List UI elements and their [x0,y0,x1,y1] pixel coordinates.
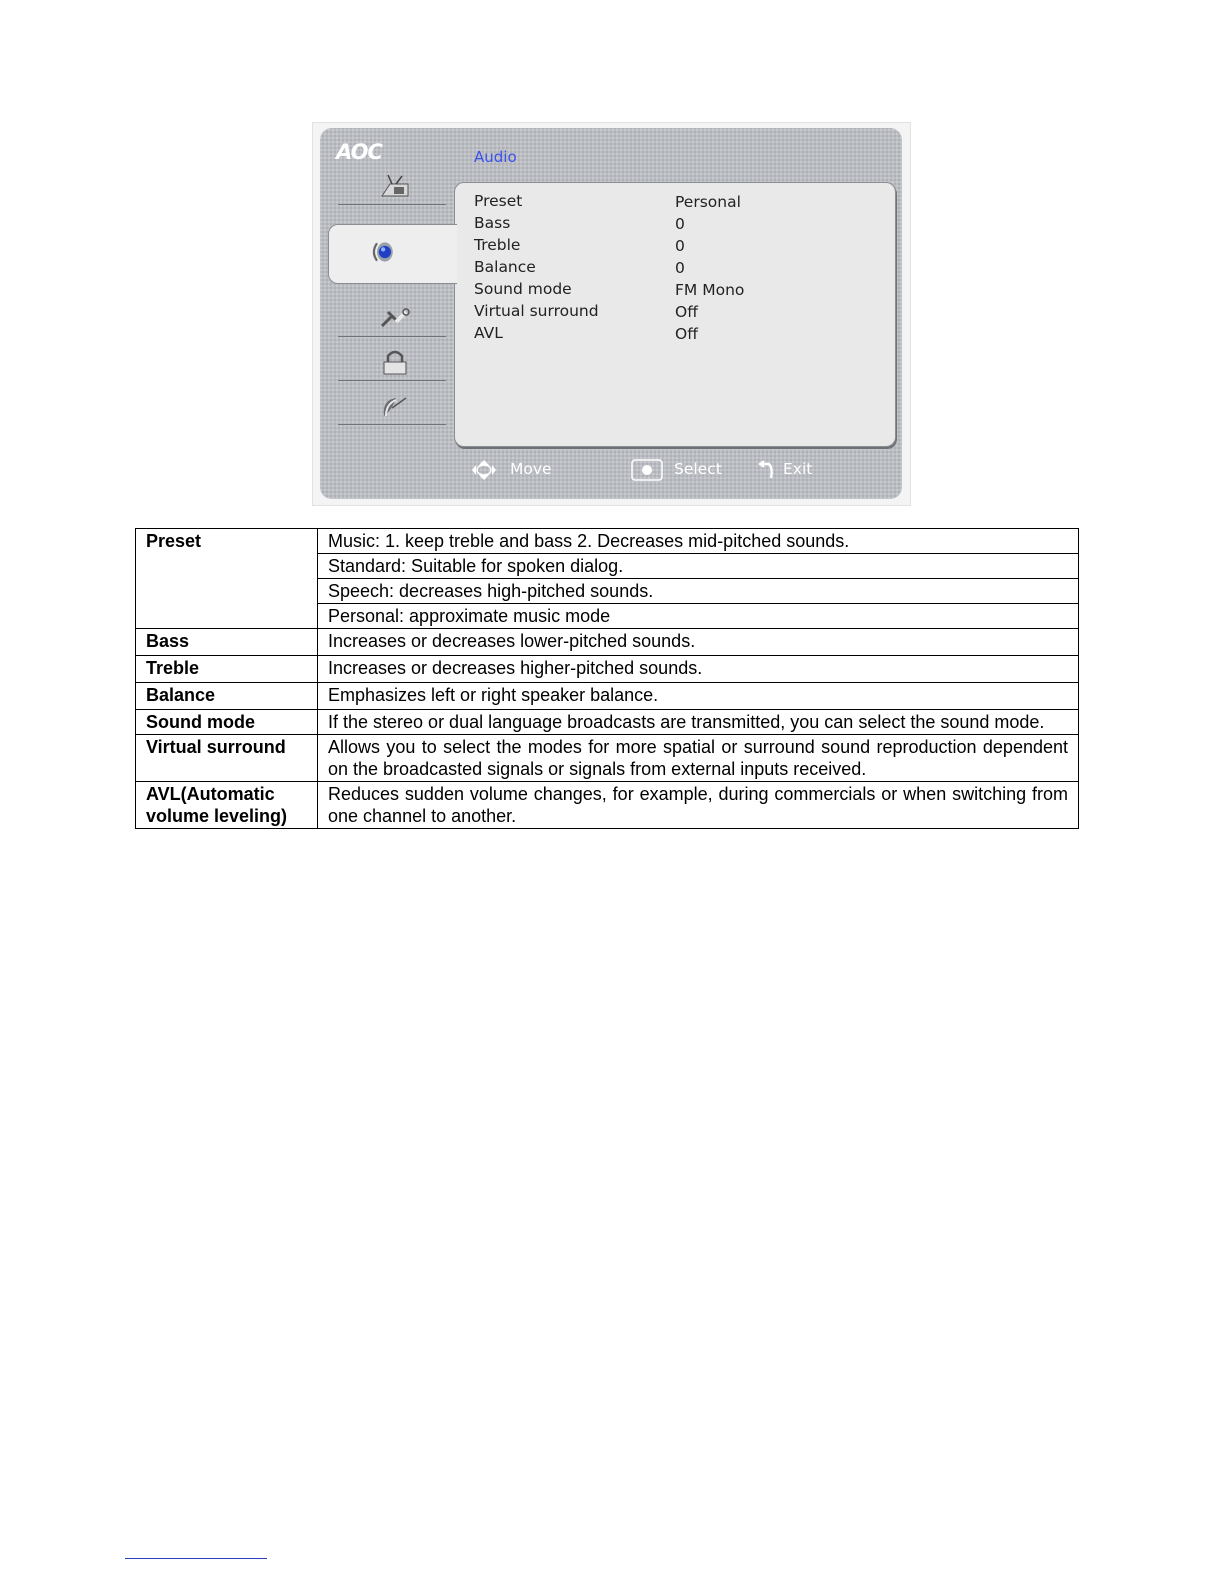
footer-exit-label: Exit [783,460,813,478]
footer-select-label: Select [674,460,722,478]
setting-row-balance[interactable] [474,258,874,280]
setting-label: Treble [474,236,521,254]
sidebar-item-lock[interactable] [338,342,446,381]
description-cell: Personal: approximate music mode [318,604,1079,629]
setting-value: FM Mono [675,281,745,299]
satellite-icon [378,392,412,420]
audio-menu [320,128,902,499]
tools-icon [378,304,412,332]
table-row [136,683,1079,710]
footnote-divider [125,1558,267,1559]
table-row [136,735,1079,782]
setting-label: Balance [474,258,536,276]
table-row [136,629,1079,656]
setting-label: Sound mode [474,280,572,298]
lock-icon [378,348,412,376]
footer-move-label: Move [510,460,552,478]
setting-row-virtual-surround[interactable] [474,302,874,324]
term-cell: Bass [136,629,318,656]
return-arrow-icon [757,458,777,482]
description-cell: Emphasizes left or right speaker balance. [318,683,1079,710]
setting-value: Off [675,325,698,343]
table-row [136,782,1079,829]
aoc-logo: AOC [336,140,382,164]
table-row [136,656,1079,683]
setting-row-preset[interactable] [474,192,874,214]
speaker-icon [367,238,401,266]
description-cell: Reduces sudden volume changes, for example, during commercials or when switching from one channel to another. [318,782,1079,829]
setting-label: Bass [474,214,511,232]
setting-label: AVL [474,324,503,342]
table-row [136,529,1079,554]
setting-value: Personal [675,193,741,211]
description-cell: Increases or decreases higher-pitched sounds. [318,656,1079,683]
table-row [136,710,1079,735]
tv-icon [378,172,412,200]
setting-row-avl[interactable] [474,324,874,346]
select-button-icon [631,458,665,482]
description-cell: If the stereo or dual language broadcasts are transmitted, you can select the sound mode. [318,710,1079,735]
description-cell: Speech: decreases high-pitched sounds. [318,579,1079,604]
description-cell: Allows you to select the modes for more spatial or surround sound reproduction dependent on the broadcasted signals or signals from external inputs received. [318,735,1079,782]
setting-row-bass[interactable] [474,214,874,236]
term-cell: Balance [136,683,318,710]
direction-pad-icon [466,458,502,482]
setting-label: Virtual surround [474,302,599,320]
osd-screenshot [312,122,911,506]
setting-row-treble[interactable] [474,236,874,258]
sidebar-item-setup[interactable] [338,298,446,337]
setting-value: 0 [675,259,685,277]
audio-settings-table [135,528,1079,829]
setting-value: 0 [675,237,685,255]
term-cell: AVL(Automatic volume leveling) [136,782,318,829]
description-cell: Music: 1. keep treble and bass 2. Decreases mid-pitched sounds. [318,529,1079,554]
description-cell: Standard: Suitable for spoken dialog. [318,554,1079,579]
setting-row-sound-mode[interactable] [474,280,874,302]
setting-label: Preset [474,192,523,210]
sidebar-item-channel[interactable] [338,386,446,425]
term-cell: Sound mode [136,710,318,735]
sidebar-item-audio[interactable] [328,224,457,284]
description-cell: Increases or decreases lower-pitched sounds. [318,629,1079,656]
setting-value: Off [675,303,698,321]
menu-title: Audio [474,148,517,166]
term-cell: Preset [136,529,318,629]
setting-value: 0 [675,215,685,233]
term-cell: Virtual surround [136,735,318,782]
term-cell: Treble [136,656,318,683]
sidebar-item-picture[interactable] [338,166,446,205]
